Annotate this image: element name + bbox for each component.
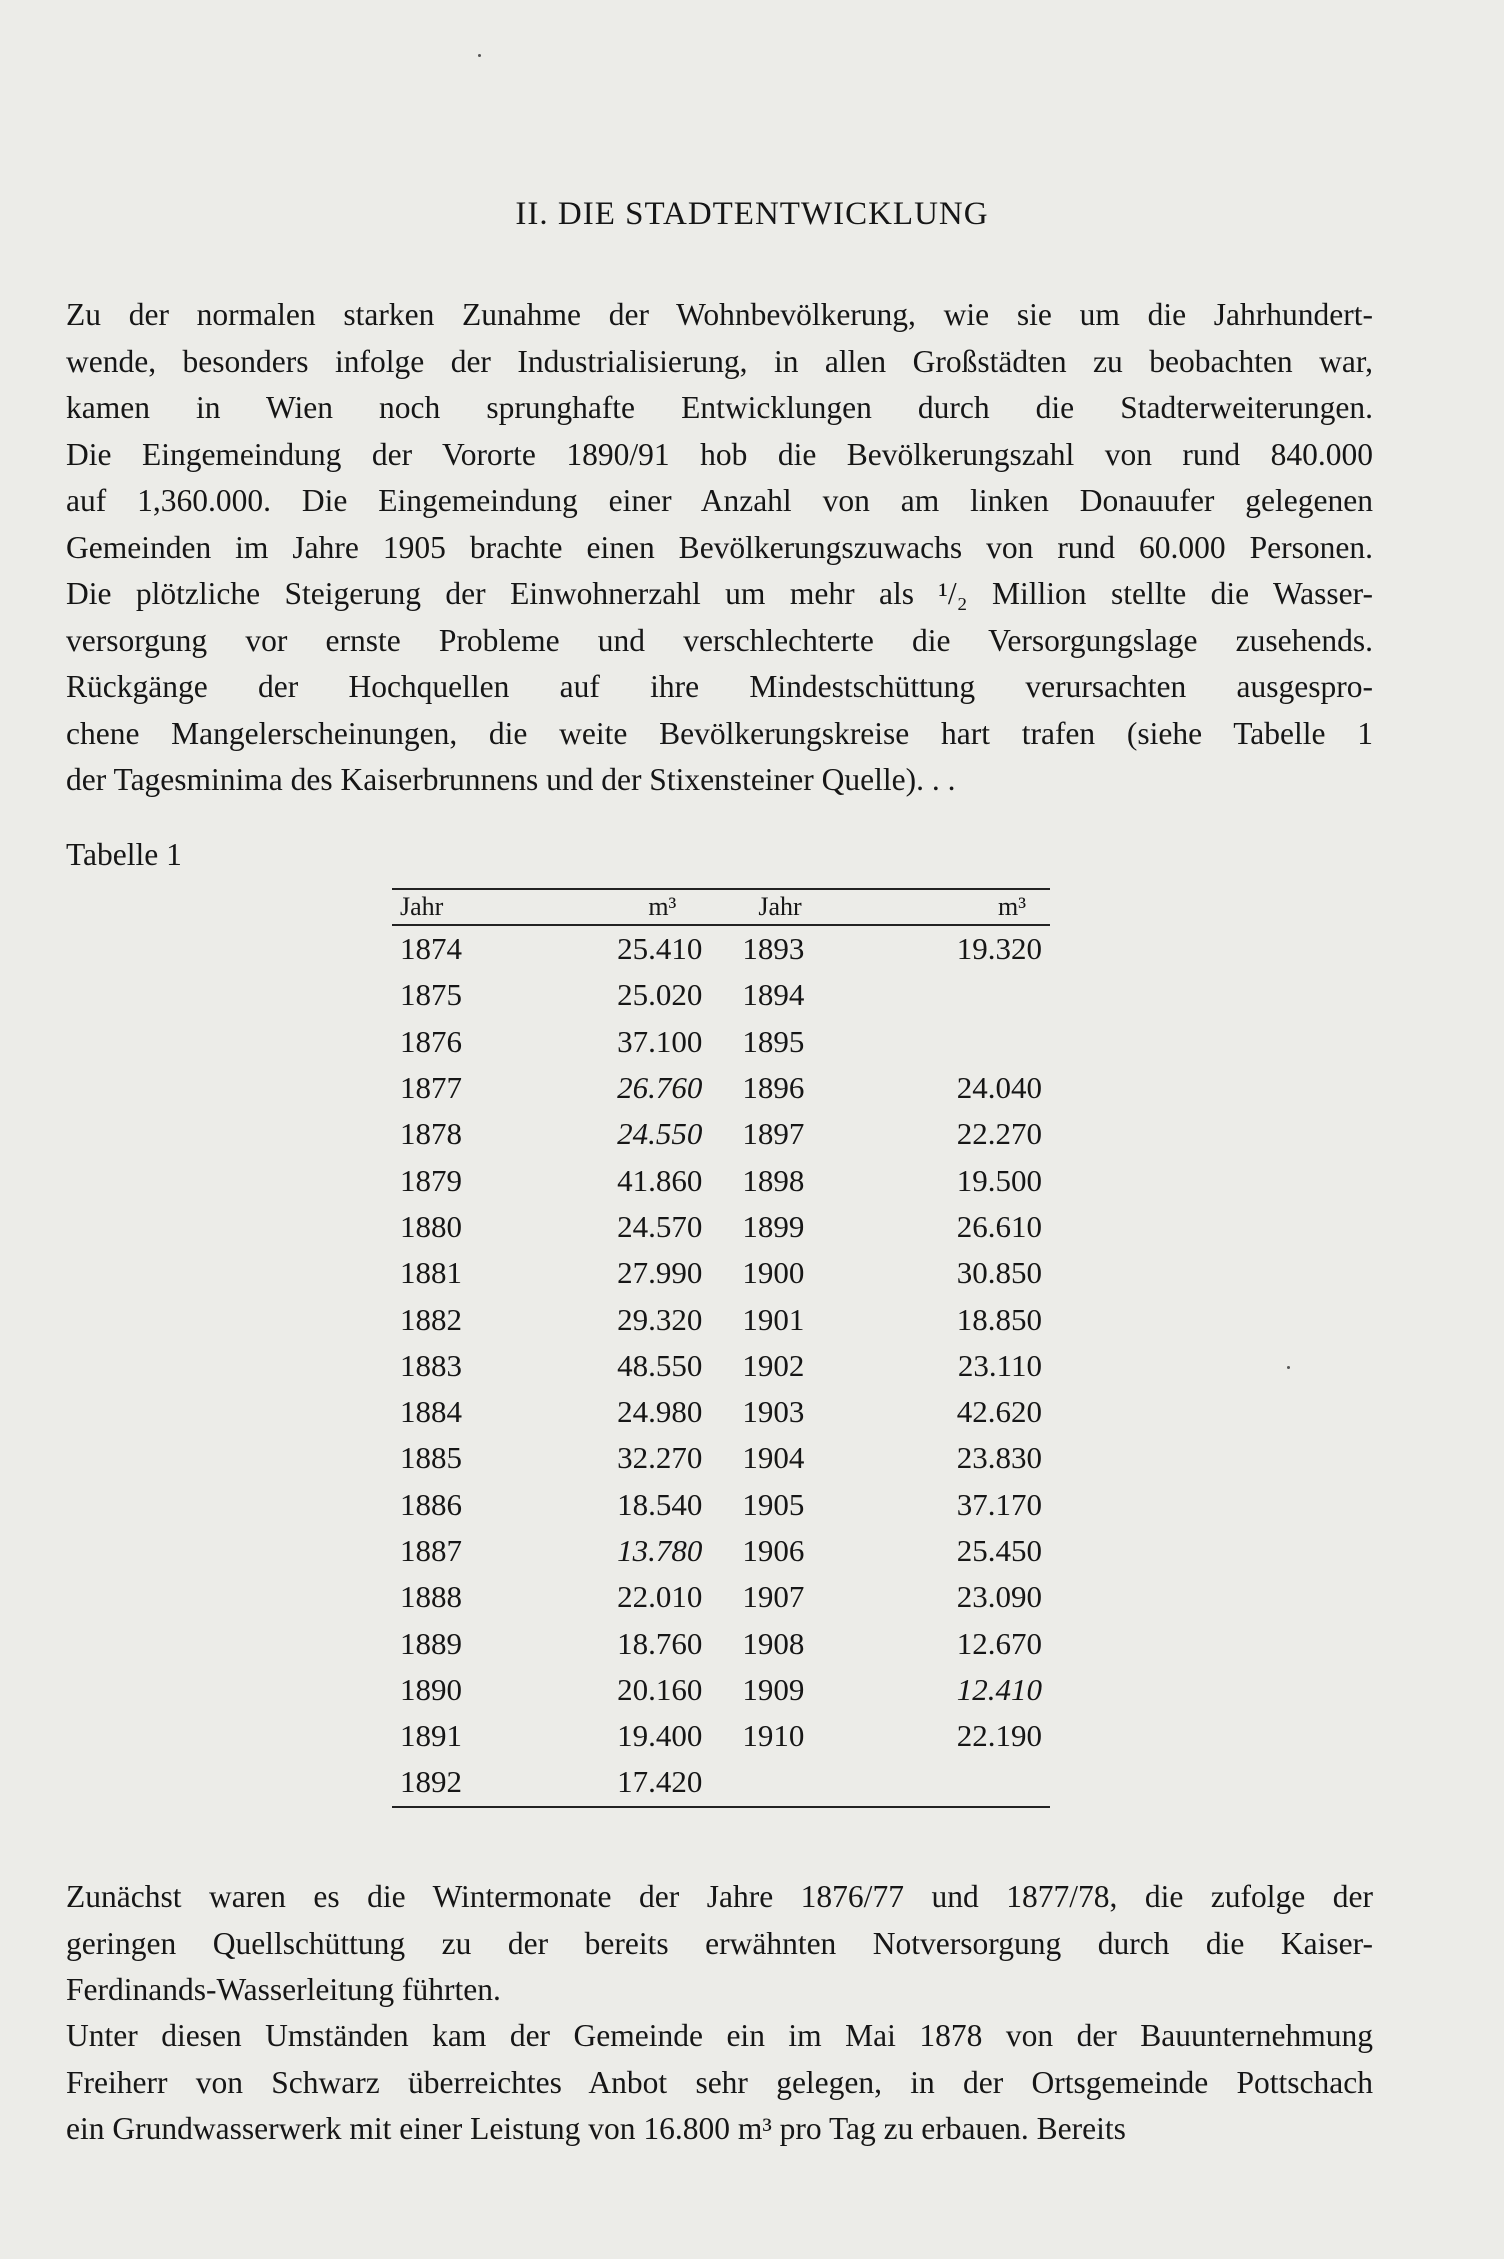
header-jahr-2: Jahr (736, 889, 912, 925)
paragraph-3 (66, 2013, 1373, 2153)
year-cell: 1884 (400, 1394, 462, 1430)
table-row (392, 1250, 1050, 1296)
text-line: Zunächst waren es die Wintermonate der Jahre 1876/77 und 1877/78, die zufolge der (66, 1879, 1373, 1914)
ink-speck (1287, 1366, 1290, 1369)
year-cell: 1901 (742, 1301, 805, 1337)
table-row (392, 925, 1050, 972)
year-cell: 1910 (742, 1718, 805, 1754)
text-line: versorgung vor ernste Probleme und verschlechterte die Versorgungslage zusehends. (66, 622, 1373, 658)
value-cell: 26.760 (617, 1070, 703, 1106)
table-row (392, 1019, 1050, 1065)
value-cell: 17.420 (503, 1759, 737, 1806)
value-cell (913, 1759, 1050, 1806)
value-cell: 24.040 (956, 1070, 1042, 1106)
value-cell: 12.670 (956, 1625, 1042, 1661)
value-cell: 42.620 (956, 1394, 1042, 1430)
table-row (392, 1574, 1050, 1620)
year-cell: 1908 (742, 1625, 805, 1661)
value-cell: 25.020 (617, 977, 703, 1013)
value-cell: 30.850 (956, 1255, 1042, 1291)
text-line: auf 1,360.000. Die Eingemeindung einer Anzahl von am linken Donauufer gelegenen (66, 483, 1373, 518)
value-cell (913, 972, 1050, 1018)
data-table (392, 888, 1050, 1808)
year-cell: 1891 (400, 1718, 462, 1754)
value-cell: 19.320 (956, 931, 1042, 967)
year-cell: 1875 (400, 977, 462, 1013)
text-line: ein Grundwasserwerk mit einer Leistung von 16.800 m³ pro Tag zu erbauen. Bereits (66, 2111, 1126, 2146)
table-row (392, 1435, 1050, 1481)
value-cell: 22.010 (617, 1579, 703, 1615)
value-cell: 22.190 (956, 1718, 1042, 1754)
value-cell: 12.410 (956, 1671, 1042, 1707)
year-cell (736, 1759, 912, 1806)
year-cell: 1874 (400, 931, 462, 967)
text-line: Die plötzliche Steigerung der Einwohnerzahl um mehr als ¹/₂ Million stellte die Wasser- (66, 576, 1373, 611)
table-row (392, 1759, 1050, 1806)
ink-speck (478, 54, 481, 57)
value-cell: 19.500 (956, 1162, 1042, 1198)
value-cell: 37.100 (617, 1023, 703, 1059)
year-cell: 1903 (742, 1394, 805, 1430)
text-line: Unter diesen Umständen kam der Gemeinde ein im Mai 1878 von der Bauunternehmung (66, 2018, 1373, 2053)
chapter-heading: II. DIE STADTENTWICKLUNG (515, 196, 989, 232)
year-cell: 1897 (742, 1116, 805, 1152)
year-cell: 1896 (742, 1070, 805, 1106)
year-cell: 1902 (742, 1347, 805, 1383)
table-caption: Tabelle 1 (66, 837, 182, 872)
year-cell: 1898 (742, 1162, 805, 1198)
text-line: Gemeinden im Jahre 1905 brachte einen Bevölkerungszuwachs von rund 60.000 Personen. (66, 529, 1373, 565)
year-cell: 1887 (400, 1533, 462, 1568)
value-cell: 29.320 (617, 1301, 703, 1337)
header-m3-1: m³ (503, 889, 737, 925)
year-cell: 1886 (400, 1486, 462, 1522)
year-cell: 1888 (400, 1579, 462, 1615)
value-cell: 37.170 (956, 1486, 1042, 1522)
value-cell: 18.850 (956, 1301, 1042, 1337)
value-cell: 18.540 (617, 1486, 703, 1522)
table-row (392, 1667, 1050, 1713)
value-cell: 26.610 (956, 1208, 1042, 1244)
year-cell: 1880 (400, 1208, 462, 1244)
table-row (392, 1065, 1050, 1111)
year-cell: 1899 (742, 1208, 805, 1244)
table-row (392, 1482, 1050, 1528)
value-cell: 23.110 (957, 1347, 1042, 1383)
value-cell: 24.570 (617, 1208, 703, 1244)
year-cell: 1894 (742, 977, 805, 1013)
value-cell (913, 1019, 1050, 1065)
table-row (392, 1389, 1050, 1435)
text-line: wende, besonders infolge der Industrialisierung, in allen Großstädten zu beobachten war, (66, 343, 1373, 379)
table-row (392, 972, 1050, 1018)
table-row (392, 1528, 1050, 1574)
year-cell: 1879 (400, 1162, 462, 1198)
table-row (392, 1111, 1050, 1157)
value-cell: 32.270 (617, 1440, 703, 1476)
value-cell: 19.400 (617, 1718, 703, 1754)
header-jahr-1: Jahr (392, 889, 503, 925)
year-cell: 1882 (400, 1301, 462, 1337)
text-line: Freiherr von Schwarz überreichtes Anbot sehr gelegen, in der Ortsgemeinde Pottschach (66, 2064, 1373, 2100)
year-cell: 1893 (742, 931, 805, 967)
year-cell: 1878 (400, 1116, 462, 1152)
year-cell: 1881 (400, 1255, 462, 1291)
table-row (392, 1713, 1050, 1759)
year-cell: 1900 (742, 1255, 805, 1291)
table-row (392, 1296, 1050, 1342)
value-cell: 24.980 (617, 1394, 703, 1430)
year-cell: 1907 (742, 1579, 805, 1615)
value-cell: 20.160 (617, 1671, 703, 1707)
year-cell: 1905 (742, 1486, 805, 1522)
text-line: der Tagesminima des Kaiserbrunnens und der Stixensteiner Quelle). . . (66, 762, 956, 797)
year-cell: 1883 (400, 1347, 462, 1383)
value-cell: 13.780 (617, 1533, 703, 1568)
text-line: kamen in Wien noch sprunghafte Entwicklungen durch die Stadterweiterungen. (66, 390, 1373, 425)
value-cell: 22.270 (956, 1116, 1042, 1152)
value-cell: 23.090 (956, 1579, 1042, 1615)
table-row (392, 1343, 1050, 1389)
paragraph-2 (66, 1874, 1373, 2014)
year-cell: 1909 (742, 1671, 805, 1707)
table-header-row (392, 889, 1050, 925)
year-cell: 1876 (400, 1023, 462, 1059)
value-cell: 18.760 (617, 1625, 703, 1661)
table-row (392, 1157, 1050, 1203)
value-cell: 25.410 (617, 931, 703, 967)
year-cell: 1885 (400, 1440, 462, 1476)
value-cell: 41.860 (617, 1162, 703, 1198)
year-cell: 1904 (742, 1440, 805, 1476)
year-cell: 1877 (400, 1070, 462, 1106)
text-line: Zu der normalen starken Zunahme der Wohnbevölkerung, wie sie um die Jahrhundert- (66, 297, 1373, 332)
text-line: Die Eingemeindung der Vororte 1890/91 hob die Bevölkerungszahl von rund 840.000 (66, 436, 1373, 472)
header-m3-2: m³ (913, 889, 1050, 925)
text-line: geringen Quellschüttung zu der bereits erwähnten Notversorgung durch die Kaiser- (66, 1925, 1373, 1961)
year-cell: 1892 (392, 1759, 503, 1806)
text-line: Ferdinands-Wasserleitung führten. (66, 1972, 501, 2007)
year-cell: 1906 (742, 1533, 805, 1568)
table-row (392, 1620, 1050, 1666)
year-cell: 1895 (742, 1023, 805, 1059)
year-cell: 1889 (400, 1625, 462, 1661)
value-cell: 48.550 (617, 1347, 703, 1383)
table-row (392, 1204, 1050, 1250)
paragraph-1 (66, 292, 1373, 804)
year-cell: 1890 (400, 1671, 462, 1707)
value-cell: 25.450 (956, 1533, 1042, 1568)
value-cell: 27.990 (617, 1255, 703, 1291)
text-line: chene Mangelerscheinungen, die weite Bevölkerungskreise hart trafen (siehe Tabelle 1 (66, 715, 1373, 751)
value-cell: 24.550 (617, 1116, 703, 1152)
value-cell: 23.830 (956, 1440, 1042, 1476)
text-line: Rückgänge der Hochquellen auf ihre Mindestschüttung verursachten ausgespro- (66, 669, 1373, 704)
